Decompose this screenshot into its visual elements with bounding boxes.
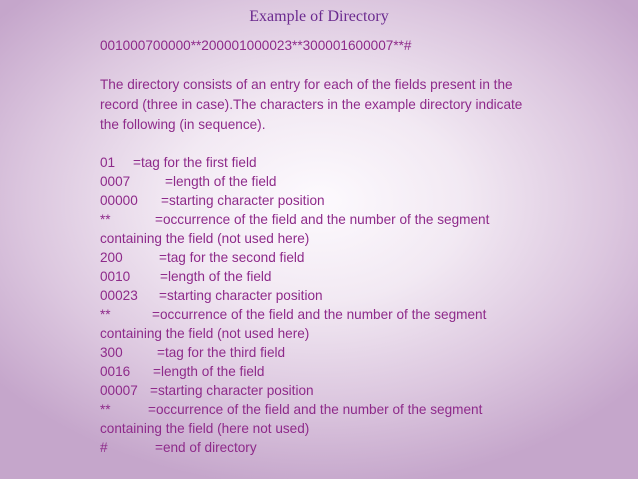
entry-code: 01 — [100, 155, 116, 170]
entry-code: 0010 — [100, 269, 131, 284]
entry-code: ** — [100, 212, 111, 227]
entry-desc: =starting character position — [159, 288, 323, 303]
entry-desc: =tag for the second field — [159, 250, 305, 265]
entry-row — [100, 248, 304, 267]
entry-row — [100, 210, 489, 229]
entry-code: 00007 — [100, 383, 138, 398]
entry-desc: =length of the field — [160, 269, 272, 284]
entry-row — [100, 172, 276, 191]
entry-row — [100, 362, 264, 381]
entry-code: ** — [100, 307, 111, 322]
entry-row — [100, 305, 486, 324]
entry-code: 00000 — [100, 193, 138, 208]
entry-desc: =length of the field — [153, 364, 265, 379]
entry-code: 200 — [100, 250, 123, 265]
intro-line-1: The directory consists of an entry for each of the fields present in the — [100, 77, 513, 92]
entry-continuation: containing the field (here not used) — [100, 421, 310, 436]
intro-line-3: the following (in sequence). — [100, 117, 266, 132]
entry-row — [100, 286, 323, 305]
entry-code: 0016 — [100, 364, 131, 379]
entry-code: 00023 — [100, 288, 138, 303]
entry-desc: =tag for the first field — [133, 155, 257, 170]
entry-row — [100, 438, 257, 457]
entry-continuation: containing the field (not used here) — [100, 326, 310, 341]
entry-desc: =occurrence of the field and the number of the segment — [152, 307, 487, 322]
entry-desc: =occurrence of the field and the number of the segment — [155, 212, 490, 227]
entry-continuation: containing the field (not used here) — [100, 231, 310, 246]
intro-line-2: record (three in case).The characters in the example directory indicate — [100, 97, 523, 112]
entry-desc: =occurrence of the field and the number of the segment — [148, 402, 483, 417]
entry-row — [100, 343, 285, 362]
entry-row — [100, 153, 257, 172]
entry-code: 300 — [100, 345, 123, 360]
entry-row — [100, 191, 325, 210]
entry-row — [100, 400, 482, 419]
entry-desc: =starting character position — [161, 193, 325, 208]
entry-row — [100, 267, 271, 286]
entry-desc: =starting character position — [150, 383, 314, 398]
entry-desc: =end of directory — [155, 440, 257, 455]
entry-code: 0007 — [100, 174, 131, 189]
entry-desc: =tag for the third field — [157, 345, 286, 360]
entry-row — [100, 381, 314, 400]
slide-title: Example of Directory — [249, 8, 389, 25]
entry-code: # — [100, 440, 108, 455]
directory-string: 001000700000**200001000023**300001600007**# — [100, 38, 412, 53]
entry-code: ** — [100, 402, 111, 417]
entry-desc: =length of the field — [165, 174, 277, 189]
